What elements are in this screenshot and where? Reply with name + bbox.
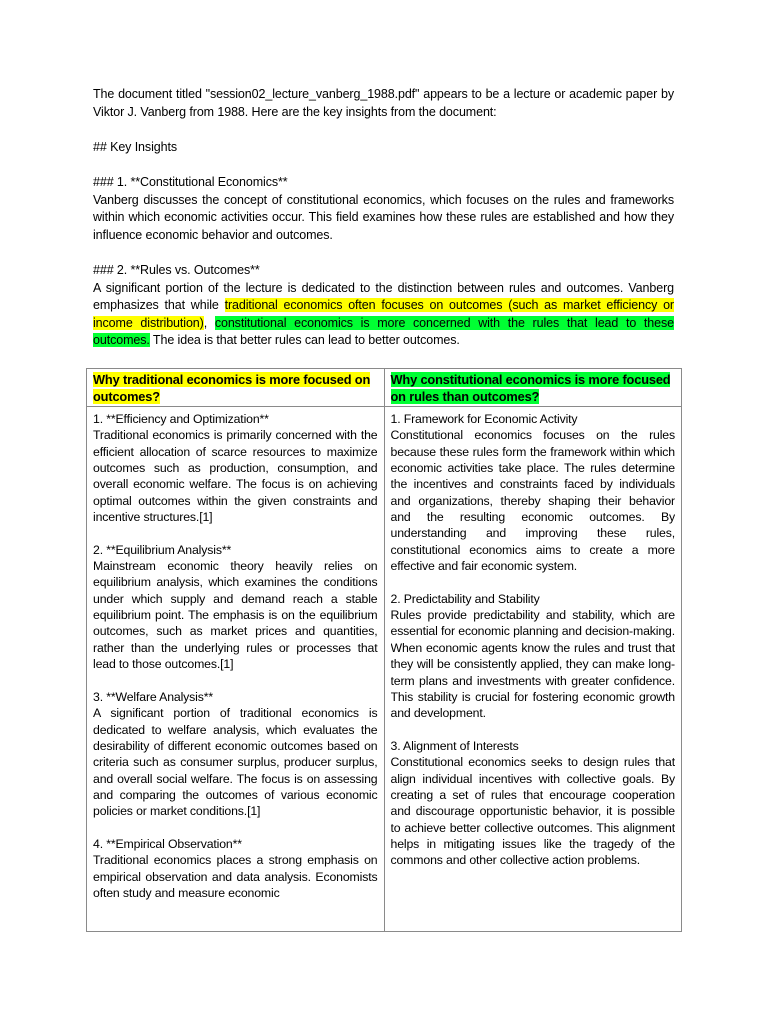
section2-body bbox=[93, 280, 674, 350]
table-header-row bbox=[87, 369, 682, 407]
key-insights-heading: ## Key Insights bbox=[93, 139, 177, 154]
header-right-text: Why constitutional economics is more focused on rules than outcomes? bbox=[390, 372, 671, 404]
table-row bbox=[87, 407, 682, 932]
right-item-body: Constitutional economics seeks to design rules that align individual incentives with collective goals. By creating a set of rules that encourage cooperation and discourage opportunistic behavior, it is possible to achieve better collective outcomes. This alignment helps in mitigating issues like the tragedy of the commons and other collective action problems. bbox=[390, 755, 675, 868]
left-item-body: Mainstream economic theory heavily relies on equilibrium analysis, which examines the conditions under which supply and demand reach a stable equilibrium point. The emphasis is on the equilibrium outcomes, such as market prices and quantities, rather than the underlying rules or processes that lead to those outcomes.[1] bbox=[93, 559, 378, 672]
document-body bbox=[93, 86, 674, 350]
section1-heading: ### 1. **Constitutional Economics** bbox=[93, 174, 288, 189]
intro-paragraph: The document titled "session02_lecture_vanberg_1988.pdf" appears to be a lecture or academic paper by Viktor J. Vanberg from 1988. Here are the key insights from the document: bbox=[93, 87, 674, 119]
highlight-traditional-economics: traditional economics often focuses on outcomes (such as market efficiency or income distribution) bbox=[93, 298, 674, 330]
left-item-title: 2. **Equilibrium Analysis** bbox=[93, 542, 232, 557]
table-cell-right bbox=[384, 407, 682, 932]
right-item-body: Constitutional economics focuses on the rules because these rules form the framework within which economic activities take place. The rules determine the incentives and constraints faced by individuals and organizations, thereby shaping their behavior and the resulting economic outcomes. By understanding and improving these rules, constitutional economics aims to create a more effective and fair economic system. bbox=[390, 428, 675, 574]
right-item-title: 1. Framework for Economic Activity bbox=[390, 412, 578, 426]
left-item-body: Traditional economics places a strong emphasis on empirical observation and data analysis. Economists often study and measure economic bbox=[93, 853, 378, 900]
table-header-left bbox=[87, 369, 385, 407]
section2-text-part3: The idea is that better rules can lead to better outcomes. bbox=[149, 333, 460, 348]
left-item-body: Traditional economics is primarily concerned with the efficient allocation of scarce resources to maximize outcomes such as production, consumption, and overall economic welfare. The focus is on achieving optimal outcomes within the given constraints and incentive structures.[1] bbox=[93, 428, 378, 525]
left-item-title: 3. **Welfare Analysis** bbox=[93, 689, 214, 704]
right-item-title: 3. Alignment of Interests bbox=[390, 738, 519, 753]
section2-heading: ### 2. **Rules vs. Outcomes** bbox=[93, 262, 260, 277]
left-item-title: 1. **Efficiency and Optimization** bbox=[93, 412, 269, 426]
highlight-constitutional-economics: constitutional economics is more concerned with the rules that lead to these outcomes. bbox=[93, 315, 674, 348]
section1-body: Vanberg discusses the concept of constitutional economics, which focuses on the rules and frameworks within which economic activities occur. This field examines how these rules are established and how they influence economic behavior and outcomes. bbox=[93, 192, 674, 242]
table-header-right bbox=[384, 369, 682, 407]
left-item-body: A significant portion of traditional economics is dedicated to welfare analysis, which evaluates the desirability of different economic outcomes based on criteria such as consumer surplus, producer surplus, and overall social welfare. The focus is on assessing and comparing the outcomes of various economic policies or market conditions.[1] bbox=[93, 706, 378, 819]
header-left-text: Why traditional economics is more focused on outcomes? bbox=[93, 372, 371, 404]
section2-text-part2: , bbox=[203, 315, 215, 330]
right-item-body: Rules provide predictability and stability, which are essential for economic planning and decision-making. When economic agents know the rules and trust that they will be consistently applied, they can make long-term plans and investments with greater confidence. This stability is crucial for fostering economic growth and development. bbox=[390, 608, 675, 721]
table-cell-left bbox=[87, 407, 385, 932]
left-item-title: 4. **Empirical Observation** bbox=[93, 836, 242, 851]
section2-text-part1: A significant portion of the lecture is dedicated to the distinction between rules and outcomes. Vanberg emphasizes that while bbox=[93, 280, 674, 313]
right-item-title: 2. Predictability and Stability bbox=[390, 591, 540, 606]
comparison-table bbox=[86, 368, 682, 932]
